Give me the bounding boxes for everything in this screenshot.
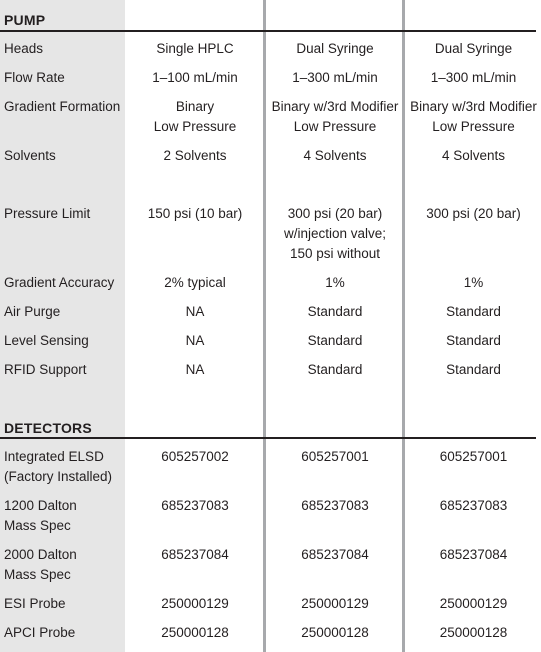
row-label [4, 447, 124, 487]
row-label [4, 594, 124, 614]
table-cell-col2 [267, 39, 403, 59]
cell-line: 250000129 [301, 596, 369, 611]
cell-line: Standard [307, 362, 363, 377]
cell-line: 2% typical [164, 275, 226, 290]
cell-line: 685237084 [439, 547, 508, 562]
table-cell-col3 [406, 594, 541, 614]
cell-line: 250000129 [439, 596, 508, 611]
table-cell-col3 [406, 273, 541, 293]
cell-line: 4 Solvents [303, 148, 367, 163]
cell-line: 1–300 mL/min [292, 70, 378, 85]
cell-line: 605257001 [439, 449, 508, 464]
cell-line: Gradient Formation [4, 99, 121, 114]
cell-line: (Factory Installed) [4, 469, 113, 484]
cell-line: Flow Rate [4, 70, 65, 85]
cell-line: 1–100 mL/min [152, 70, 238, 85]
table-cell-col1 [125, 146, 265, 166]
cell-line: Gradient Accuracy [4, 275, 115, 290]
table-cell-col1 [125, 68, 265, 88]
row-label [4, 302, 124, 322]
cell-line: 685237084 [301, 547, 369, 562]
table-cell-col3 [406, 360, 541, 380]
cell-line: Solvents [4, 148, 56, 163]
cell-line: 605257001 [301, 449, 369, 464]
table-cell-col3 [406, 496, 541, 516]
row-label [4, 545, 124, 585]
cell-line: APCI Probe [4, 625, 76, 640]
cell-line: Single HPLC [156, 41, 234, 56]
table-cell-col2 [267, 594, 403, 614]
cell-line: Standard [446, 304, 501, 319]
cell-line: Standard [446, 362, 501, 377]
table-cell-col1 [125, 360, 265, 380]
cell-line: Mass Spec [4, 518, 71, 533]
table-cell-col2 [267, 496, 403, 516]
cell-line: 1% [325, 275, 345, 290]
cell-line: 250000128 [439, 625, 508, 640]
row-label [4, 273, 124, 293]
table-cell-col3 [406, 204, 541, 224]
cell-line: 685237083 [301, 498, 369, 513]
section-rule-pump [0, 30, 536, 32]
row-label [4, 39, 124, 59]
cell-line: Pressure Limit [4, 206, 91, 221]
row-label [4, 331, 124, 351]
table-cell-col3 [406, 447, 541, 467]
section-rule-detectors [0, 437, 536, 439]
cell-line: 300 psi (20 bar) [426, 206, 521, 221]
row-label [4, 68, 124, 88]
table-cell-col1 [125, 204, 265, 224]
cell-line: 250000128 [161, 625, 229, 640]
table-cell-col2 [267, 302, 403, 322]
table-cell-col2 [267, 623, 403, 643]
table-cell-col1 [125, 623, 265, 643]
cell-line: Low Pressure [432, 119, 515, 134]
cell-line: Low Pressure [293, 119, 377, 134]
table-cell-col3 [406, 623, 541, 643]
table-cell-col2 [267, 273, 403, 293]
cell-line: Level Sensing [4, 333, 89, 348]
cell-line: NA [185, 362, 205, 377]
cell-line: Binary w/3rd Modifier [271, 99, 399, 114]
row-label [4, 623, 124, 643]
cell-line: 4 Solvents [441, 148, 506, 163]
cell-line: Integrated ELSD [4, 449, 104, 464]
row-label [4, 97, 124, 117]
cell-line: w/injection valve; [283, 226, 387, 241]
cell-line: 1% [463, 275, 484, 290]
cell-line: 685237084 [161, 547, 229, 562]
cell-line: Dual Syringe [296, 41, 374, 56]
row-label [4, 496, 124, 536]
cell-line: NA [185, 333, 205, 348]
row-label [4, 146, 124, 166]
table-cell-col1 [125, 331, 265, 351]
cell-line: Standard [307, 333, 363, 348]
cell-line: ESI Probe [4, 596, 66, 611]
row-label [4, 360, 124, 380]
cell-line: 150 psi (10 bar) [147, 206, 243, 221]
table-cell-col3 [406, 331, 541, 351]
cell-line: 685237083 [161, 498, 229, 513]
section-title-detectors: DETECTORS [4, 420, 92, 436]
table-cell-col3 [406, 146, 541, 166]
table-cell-col1 [125, 447, 265, 467]
cell-line: 2 Solvents [163, 148, 227, 163]
table-cell-col1 [125, 273, 265, 293]
cell-line: RFID Support [4, 362, 87, 377]
table-cell-col3 [406, 39, 541, 59]
cell-line: 685237083 [439, 498, 508, 513]
cell-line: Mass Spec [4, 567, 71, 582]
cell-line: 2000 Dalton [4, 547, 77, 562]
cell-line: 605257002 [161, 449, 229, 464]
cell-line: Heads [4, 41, 44, 56]
table-cell-col1 [125, 39, 265, 59]
table-cell-col2 [267, 146, 403, 166]
cell-line: Air Purge [4, 304, 61, 319]
table-cell-col1 [125, 496, 265, 516]
cell-line: Binary w/3rd Modifier [410, 99, 537, 114]
table-cell-col1 [125, 302, 265, 322]
table-cell-col3 [406, 545, 541, 565]
cell-line: 150 psi without [289, 246, 381, 261]
cell-line: Standard [446, 333, 501, 348]
cell-line: NA [185, 304, 205, 319]
table-cell-col2 [267, 331, 403, 351]
cell-line: Low Pressure [153, 119, 237, 134]
row-label [4, 204, 124, 224]
cell-line: 250000129 [161, 596, 229, 611]
table-cell-col2 [267, 360, 403, 380]
table-cell-col3 [406, 302, 541, 322]
cell-line: Standard [307, 304, 363, 319]
section-title-pump: PUMP [4, 12, 46, 28]
table-cell-col1 [125, 97, 265, 137]
cell-line: Dual Syringe [434, 41, 513, 56]
table-cell-col2 [267, 204, 403, 264]
cell-line: 1–300 mL/min [430, 70, 517, 85]
cell-line: Binary [175, 99, 215, 114]
table-cell-col2 [267, 68, 403, 88]
table-cell-col3 [406, 68, 541, 88]
table-cell-col2 [267, 447, 403, 467]
table-cell-col1 [125, 545, 265, 565]
cell-line: 1200 Dalton [4, 498, 77, 513]
table-cell-col1 [125, 594, 265, 614]
cell-line: 300 psi (20 bar) [287, 206, 383, 221]
table-cell-col2 [267, 97, 403, 137]
table-cell-col3 [406, 97, 541, 137]
cell-line: 250000128 [301, 625, 369, 640]
table-cell-col2 [267, 545, 403, 565]
